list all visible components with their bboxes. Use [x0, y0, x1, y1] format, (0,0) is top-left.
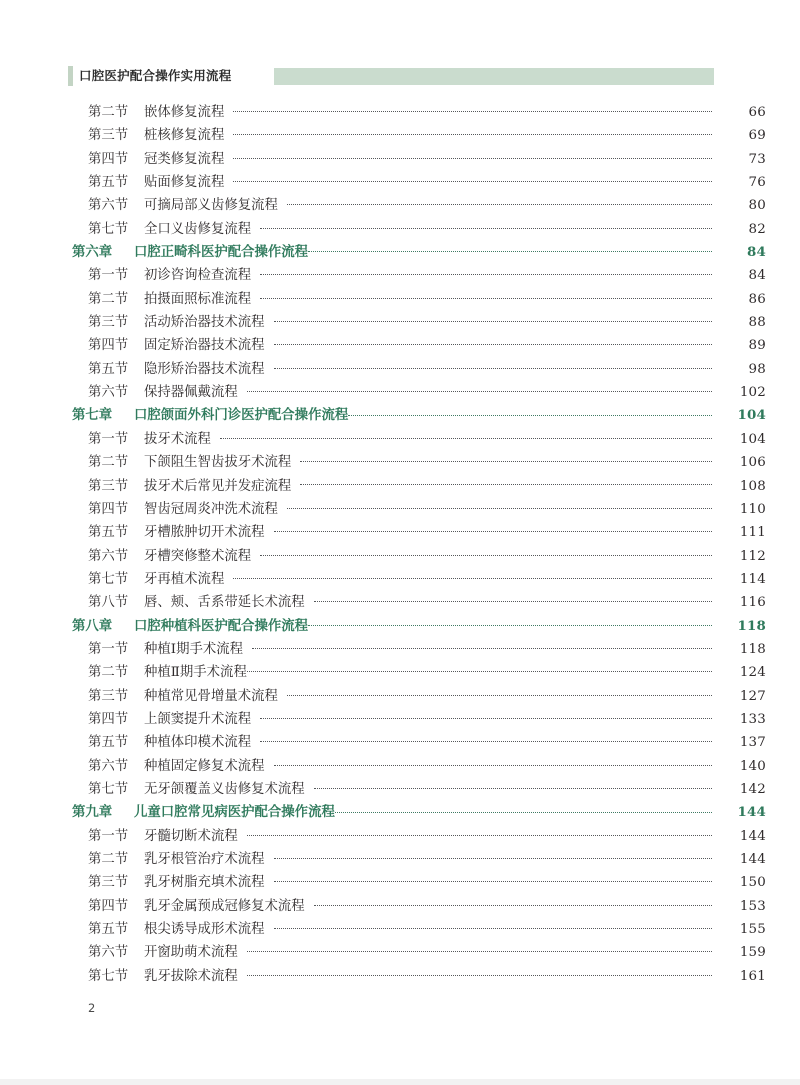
toc-entry-title: 唇、颊、舌系带延长术流程 — [144, 595, 305, 611]
dot-leader — [260, 733, 712, 746]
dot-leader — [274, 850, 712, 863]
dot-leader — [247, 383, 712, 396]
toc-entry-number: 第六节 — [88, 198, 129, 214]
toc-entry-page-number: 144 — [739, 852, 766, 867]
toc-section-row[interactable] — [0, 918, 800, 941]
toc-entry-title: 活动矫治器技术流程 — [144, 315, 265, 331]
toc-section-row[interactable] — [0, 334, 800, 357]
toc-entry-page-number: 116 — [739, 595, 766, 611]
toc-entry-title: 种植Ⅰ期手术流程 — [144, 641, 244, 657]
toc-section-row[interactable] — [0, 568, 800, 591]
toc-entry-title: 固定矫治器技术流程 — [144, 338, 265, 354]
toc-entry-page-number: 88 — [748, 315, 766, 331]
toc-section-row[interactable] — [0, 428, 800, 451]
toc-entry-number: 第七节 — [88, 221, 129, 237]
toc-entry-title: 上颌窦提升术流程 — [144, 711, 252, 727]
dot-leader — [274, 920, 712, 933]
toc-entry-title: 可摘局部义齿修复流程 — [144, 198, 278, 214]
toc-entry-title: 拍摄面照标准流程 — [144, 291, 252, 307]
toc-entry-page-number: 108 — [739, 478, 766, 494]
scan-bottom-edge — [0, 1079, 800, 1085]
toc-section-row[interactable] — [0, 451, 800, 474]
toc-entry-number: 第四节 — [88, 501, 129, 517]
toc-entry-number: 第一节 — [88, 268, 129, 284]
toc-entry-number: 第六章 — [72, 244, 113, 261]
toc-entry-number: 第二节 — [88, 455, 129, 471]
toc-section-row[interactable] — [0, 661, 800, 684]
page-number-folio: 2 — [88, 1001, 96, 1015]
toc-entry-page-number: 161 — [739, 968, 766, 984]
toc-section-row[interactable] — [0, 194, 800, 217]
toc-chapter-row[interactable] — [0, 801, 800, 824]
toc-entry-page-number: 82 — [748, 221, 766, 237]
toc-entry-page-number: 142 — [739, 781, 766, 797]
toc-entry-page-number: 102 — [739, 385, 766, 401]
toc-entry-title: 乳牙树脂充填术流程 — [144, 875, 265, 891]
dot-leader — [308, 243, 712, 256]
toc-entry-page-number: 66 — [748, 105, 766, 120]
toc-entry-number: 第七节 — [88, 571, 129, 587]
toc-section-row[interactable] — [0, 498, 800, 521]
toc-entry-number: 第五节 — [88, 175, 129, 191]
toc-entry-number: 第六节 — [88, 385, 129, 401]
toc-entry-title: 牙槽突修整术流程 — [144, 548, 252, 564]
toc-section-row[interactable] — [0, 941, 800, 964]
toc-entry-title: 根尖诱导成形术流程 — [144, 922, 265, 938]
toc-entry-page-number: 137 — [739, 735, 766, 751]
toc-section-row[interactable] — [0, 755, 800, 778]
dot-leader — [300, 453, 712, 466]
toc-entry-number: 第三节 — [88, 478, 129, 494]
toc-entry-title: 无牙颌覆盖义齿修复术流程 — [144, 781, 305, 797]
table-of-contents — [0, 101, 800, 988]
toc-section-row[interactable] — [0, 545, 800, 568]
toc-entry-number: 第八章 — [72, 617, 113, 634]
toc-section-row[interactable] — [0, 358, 800, 381]
dot-leader — [314, 593, 712, 606]
toc-section-row[interactable] — [0, 264, 800, 287]
toc-entry-page-number: 118 — [737, 617, 766, 634]
toc-entry-page-number: 104 — [739, 431, 766, 447]
toc-entry-title: 种植Ⅱ期手术流程 — [144, 665, 247, 681]
toc-entry-title: 贴面修复流程 — [144, 175, 225, 191]
toc-entry-number: 第五节 — [88, 361, 129, 377]
dot-leader — [247, 966, 712, 979]
dot-leader — [348, 406, 712, 419]
toc-entry-number: 第三节 — [88, 128, 129, 144]
toc-section-row[interactable] — [0, 148, 800, 171]
toc-entry-page-number: 69 — [748, 128, 766, 144]
toc-entry-page-number: 80 — [748, 198, 766, 214]
toc-entry-title: 嵌体修复流程 — [144, 105, 225, 120]
toc-entry-number: 第四节 — [88, 151, 129, 167]
toc-chapter-row[interactable] — [0, 615, 800, 638]
toc-entry-title: 冠类修复流程 — [144, 151, 225, 167]
dot-leader — [274, 873, 712, 886]
toc-entry-page-number: 76 — [748, 175, 766, 191]
toc-entry-number: 第七章 — [72, 407, 113, 424]
toc-entry-number: 第三节 — [88, 875, 129, 891]
toc-section-row[interactable] — [0, 288, 800, 311]
toc-entry-title: 桩核修复流程 — [144, 128, 225, 144]
toc-section-row[interactable] — [0, 521, 800, 544]
toc-entry-title: 乳牙拔除术流程 — [144, 968, 238, 984]
dot-leader — [247, 663, 712, 676]
toc-section-row[interactable] — [0, 475, 800, 498]
toc-entry-title: 隐形矫治器技术流程 — [144, 361, 265, 377]
toc-entry-number: 第一节 — [88, 431, 129, 447]
toc-entry-number: 第三节 — [88, 315, 129, 331]
toc-entry-title: 种植体印模术流程 — [144, 735, 252, 751]
dot-leader — [287, 196, 712, 209]
dot-leader — [260, 219, 712, 232]
toc-entry-title: 种植常见骨增量术流程 — [144, 688, 278, 704]
toc-section-row[interactable] — [0, 708, 800, 731]
toc-section-row[interactable] — [0, 591, 800, 614]
dot-leader — [252, 640, 712, 653]
toc-entry-title: 口腔颌面外科门诊医护配合操作流程 — [134, 407, 349, 424]
toc-section-row[interactable] — [0, 685, 800, 708]
toc-section-row[interactable] — [0, 218, 800, 241]
toc-entry-page-number: 86 — [748, 291, 766, 307]
toc-section-row[interactable] — [0, 638, 800, 661]
toc-entry-page-number: 106 — [739, 455, 766, 471]
dot-leader — [274, 523, 712, 536]
toc-entry-number: 第一节 — [88, 641, 129, 657]
toc-entry-title: 口腔种植科医护配合操作流程 — [134, 617, 309, 634]
toc-entry-number: 第五节 — [88, 735, 129, 751]
toc-entry-number: 第九章 — [72, 804, 113, 821]
header-accent-bar — [68, 66, 73, 86]
toc-section-row[interactable] — [0, 381, 800, 404]
toc-entry-title: 下颌阻生智齿拔牙术流程 — [144, 455, 292, 471]
toc-entry-title: 拔牙术流程 — [144, 431, 211, 447]
dot-leader — [220, 429, 712, 442]
running-header — [68, 64, 714, 88]
toc-entry-number: 第八节 — [88, 595, 129, 611]
toc-entry-title: 牙髓切断术流程 — [144, 828, 238, 844]
dot-leader — [260, 289, 712, 302]
toc-entry-title: 乳牙根管治疗术流程 — [144, 852, 265, 867]
toc-entry-number: 第五节 — [88, 525, 129, 541]
dot-leader — [274, 336, 712, 349]
toc-entry-number: 第七节 — [88, 781, 129, 797]
toc-section-row[interactable] — [0, 124, 800, 147]
toc-entry-title: 种植固定修复术流程 — [144, 758, 265, 774]
toc-chapter-row[interactable] — [0, 241, 800, 264]
dot-leader — [314, 780, 712, 793]
toc-entry-number: 第二节 — [88, 105, 129, 120]
toc-entry-title: 牙槽脓肿切开术流程 — [144, 525, 265, 541]
toc-entry-page-number: 114 — [739, 571, 766, 587]
toc-entry-page-number: 104 — [737, 407, 766, 424]
toc-entry-number: 第六节 — [88, 945, 129, 961]
toc-entry-title: 开窗助萌术流程 — [144, 945, 238, 961]
dot-leader — [233, 126, 712, 139]
toc-entry-page-number: 153 — [739, 898, 766, 914]
dot-leader — [233, 569, 712, 582]
toc-entry-number: 第四节 — [88, 898, 129, 914]
toc-section-row[interactable] — [0, 778, 800, 801]
toc-entry-page-number: 144 — [739, 828, 766, 844]
toc-entry-title: 保持器佩戴流程 — [144, 385, 238, 401]
toc-entry-number: 第四节 — [88, 711, 129, 727]
dot-leader — [308, 616, 712, 629]
dot-leader — [260, 266, 712, 279]
toc-section-row[interactable] — [0, 311, 800, 334]
toc-entry-page-number: 155 — [739, 922, 766, 938]
dot-leader — [314, 896, 712, 909]
toc-entry-number: 第三节 — [88, 688, 129, 704]
toc-entry-title: 智齿冠周炎冲洗术流程 — [144, 501, 278, 517]
toc-entry-page-number: 73 — [748, 151, 766, 167]
toc-chapter-row[interactable] — [0, 404, 800, 427]
toc-section-row[interactable] — [0, 825, 800, 848]
dot-leader — [247, 826, 712, 839]
toc-entry-number: 第二节 — [88, 291, 129, 307]
dot-leader — [274, 756, 712, 769]
toc-entry-page-number: 111 — [739, 525, 766, 541]
dot-leader — [247, 943, 712, 956]
toc-entry-page-number: 112 — [739, 548, 766, 564]
header-green-band — [274, 68, 714, 85]
dot-leader — [335, 803, 712, 816]
toc-section-row[interactable] — [0, 101, 800, 124]
dot-leader — [260, 710, 712, 723]
dot-leader — [274, 313, 712, 326]
toc-entry-page-number: 84 — [748, 268, 766, 284]
toc-entry-page-number: 159 — [739, 945, 766, 961]
toc-section-row[interactable] — [0, 848, 800, 871]
toc-entry-title: 口腔正畸科医护配合操作流程 — [134, 244, 309, 261]
dot-leader — [233, 149, 712, 162]
toc-section-row[interactable] — [0, 965, 800, 988]
dot-leader — [274, 359, 712, 372]
toc-entry-number: 第五节 — [88, 922, 129, 938]
toc-entry-page-number: 127 — [739, 688, 766, 704]
toc-entry-number: 第六节 — [88, 758, 129, 774]
toc-section-row[interactable] — [0, 731, 800, 754]
toc-section-row[interactable] — [0, 871, 800, 894]
toc-entry-page-number: 144 — [737, 804, 766, 821]
toc-entry-title: 儿童口腔常见病医护配合操作流程 — [134, 804, 335, 821]
dot-leader — [233, 103, 712, 116]
toc-entry-number: 第一节 — [88, 828, 129, 844]
dot-leader — [287, 686, 712, 699]
book-title: 口腔医护配合操作实用流程 — [79, 68, 232, 83]
dot-leader — [260, 546, 712, 559]
toc-entry-number: 第四节 — [88, 338, 129, 354]
dot-leader — [300, 476, 712, 489]
toc-entry-number: 第六节 — [88, 548, 129, 564]
toc-entry-page-number: 133 — [739, 711, 766, 727]
toc-entry-title: 乳牙金属预成冠修复术流程 — [144, 898, 305, 914]
toc-entry-page-number: 98 — [748, 361, 766, 377]
toc-entry-title: 全口义齿修复流程 — [144, 221, 252, 237]
toc-entry-title: 牙再植术流程 — [144, 571, 225, 587]
toc-entry-title: 初诊咨询检查流程 — [144, 268, 252, 284]
dot-leader — [287, 499, 712, 512]
dot-leader — [233, 173, 712, 186]
toc-entry-page-number: 89 — [748, 338, 766, 354]
toc-entry-page-number: 118 — [739, 641, 766, 657]
toc-entry-page-number: 84 — [746, 244, 766, 261]
toc-entry-number: 第二节 — [88, 852, 129, 867]
toc-entry-page-number: 124 — [739, 665, 766, 681]
toc-section-row[interactable] — [0, 895, 800, 918]
toc-entry-number: 第七节 — [88, 968, 129, 984]
toc-entry-title: 拔牙术后常见并发症流程 — [144, 478, 292, 494]
toc-entry-page-number: 150 — [739, 875, 766, 891]
toc-entry-page-number: 140 — [739, 758, 766, 774]
toc-entry-number: 第二节 — [88, 665, 129, 681]
toc-entry-page-number: 110 — [739, 501, 766, 517]
toc-section-row[interactable] — [0, 171, 800, 194]
